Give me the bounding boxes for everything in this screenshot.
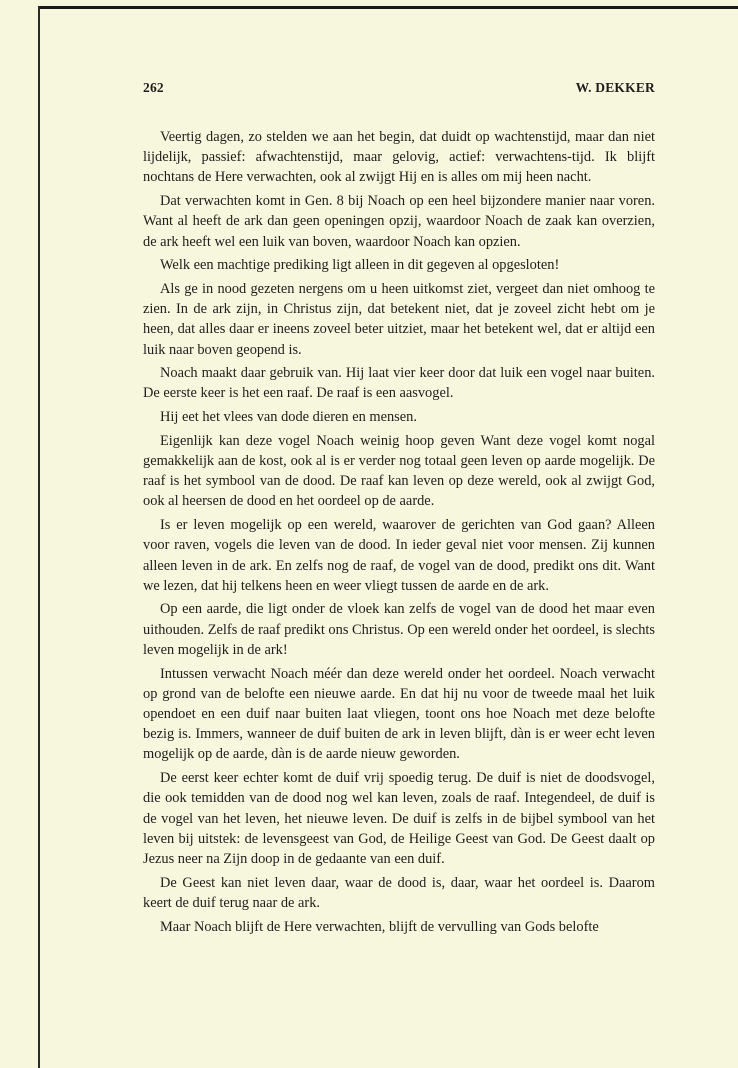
page-top-edge: [40, 6, 738, 9]
paragraph: Als ge in nood gezeten nergens om u heen uitkomst ziet, vergeet dan niet omhoog te zien. In de ark zijn, in Christus zijn, dat betekent niet, dat je zoveel zicht hebt om je heen, dat alles daar er ineens zoveel beter uitziet, maar het betekent wel, dat er altijd een luik naar boven geopend is.: [143, 280, 655, 358]
paragraph: Hij eet het vlees van dode dieren en mensen.: [160, 409, 417, 426]
paragraph: Veertig dagen, zo stelden we aan het begin, dat duidt op wachtenstijd, maar dan niet lijdelijk, passief: afwachtenstijd, maar gelovig, actief: verwachtens-tijd. Ik blijft nochtans de Here verwachten, ook al zwijgt Hij en is alles om mij heen nacht.: [143, 129, 655, 186]
paragraph: Eigenlijk kan deze vogel Noach weinig hoop geven Want deze vogel komt nogal gemakkelijk aan de kost, ook al is er verder nog totaal geen leven op aarde mogelijk. De raaf is het symbool van de dood. De raaf kan leven op deze wereld, ook al zwijgt God, ook al heersen de dood en het oordeel op de aarde.: [143, 432, 655, 510]
page-left-edge: [38, 6, 40, 1068]
paragraph: Is er leven mogelijk op een wereld, waarover de gerichten van God gaan? Alleen voor raven, vogels die leven van de dood. In ieder geval niet voor mensen. Zij kunnen alleen leven in de ark. En zelfs nog de raaf, de vogel van de dood, predikt ons dit. Want we lezen, dat hij telkens heen en weer vliegt tussen de aarde en de ark.: [143, 517, 655, 594]
paragraph: De eerst keer echter komt de duif vrij spoedig terug. De duif is niet de doodsvogel, die ook temidden van de dood nog wel kan leven, zoals de raaf. Integendeel, de duif is de vogel van het leven, het nieuwe leven. De duif is zelfs in de bijbel symbool van het leven bij uitstek: de levensgeest van God, de Heilige Geest van God. De Geest daalt op Jezus neer na Zijn doop in de gedaante van een duif.: [143, 770, 655, 867]
paragraph: Dat verwachten komt in Gen. 8 bij Noach op een heel bijzondere manier naar voren. Want al heeft de ark dan geen openingen opzij, waardoor Noach de zaak kan overzien, de ark heeft wel een luik van boven, waardoor Noach kan opzien.: [143, 193, 655, 250]
body-text: [143, 127, 655, 937]
paragraph: De Geest kan niet leven daar, waar de dood is, daar, waar het oordeel is. Daarom keert de duif terug naar de ark.: [143, 874, 655, 911]
page-number: 262: [143, 80, 164, 95]
paragraph: Noach maakt daar gebruik van. Hij laat vier keer door dat luik een vogel naar buiten. De eerste keer is het een raaf. De raaf is een aasvogel.: [143, 365, 655, 402]
paragraph: Intussen verwacht Noach méér dan deze wereld onder het oordeel. Noach verwacht op grond van de belofte een nieuwe aarde. En dat hij nu voor de tweede maal het luik opendoet en een duif naar buiten laat vliegen, toont ons hoe Noach met deze belofte bezig is. Immers, wanneer de duif buiten de ark in leven blijft, dàn is er weer echt leven mogelijk op de aarde, dàn is de aarde nieuw geworden.: [143, 665, 655, 763]
running-header: [143, 80, 655, 96]
paragraph: Welk een machtige prediking ligt alleen in dit gegeven al opgesloten!: [160, 257, 560, 274]
paragraph: Op een aarde, die ligt onder de vloek kan zelfs de vogel van de dood het maar even uithouden. Zelfs de raaf predikt ons Christus. Op een wereld onder het oordeel, is slechts leven mogelijk in de ark!: [143, 601, 655, 658]
paragraph: Maar Noach blijft de Here verwachten, blijft de vervulling van Gods belofte: [160, 918, 599, 935]
author-name: W. DEKKER: [575, 80, 655, 95]
